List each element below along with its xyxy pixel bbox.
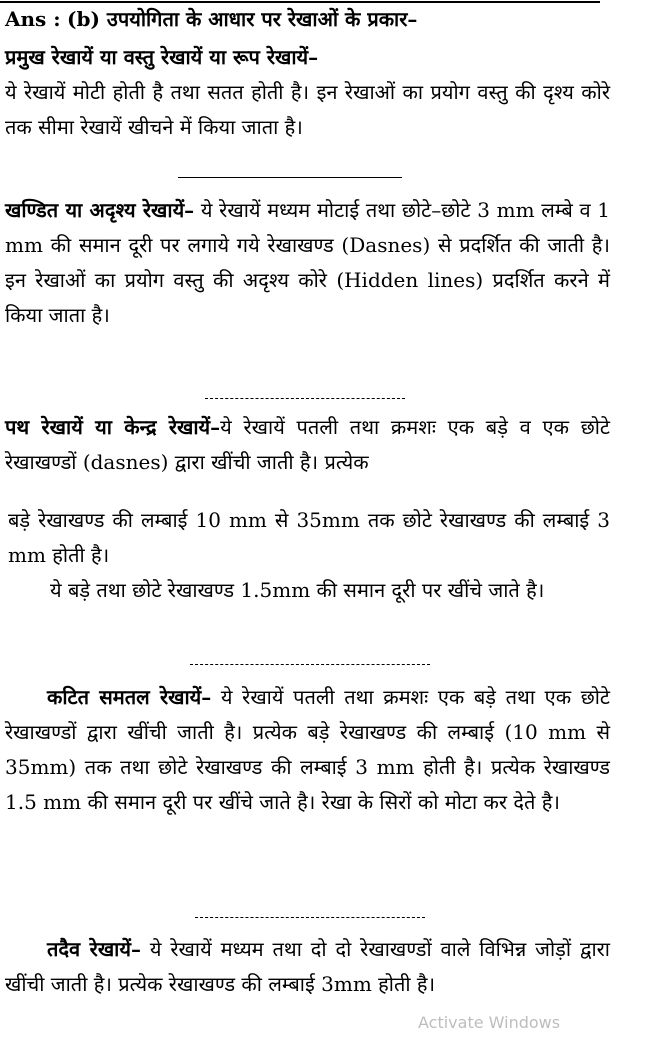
section-3-body-2: बड़े रेखाखण्ड की लम्बाई 10 mm से 35mm तक छोटे रेखाखण्ड की लम्बाई 3 mm होती है।	[8, 508, 610, 567]
section-4-heading: कटित समतल रेखायें–	[47, 685, 212, 709]
section-2-heading: खण्डित या अदृश्य रेखायें–	[5, 198, 195, 222]
section-3-body-1: ये रेखायें पतली तथा क्रमशः एक बड़े व एक छोटे रेखाखण्डों (dasnes) द्वारा खींची जाती है। प्रत्येक	[5, 415, 610, 474]
section-3-body-3: ये बड़े तथा छोटे रेखाखण्ड 1.5mm की समान दूरी पर खींचे जाते है।	[50, 578, 545, 602]
section-3-continued	[8, 503, 610, 608]
divider-center-line	[190, 664, 430, 665]
section-5	[5, 932, 610, 1002]
section-4	[5, 680, 610, 820]
section-2	[5, 193, 610, 333]
section-1-body: ये रेखायें मोटी होती है तथा सतत होती है। इन रेखाओं का प्रयोग वस्तु की दृश्य कोरे तक सीमा रेखायें खीचने में किया जाता है।	[5, 80, 610, 139]
section-4-body: ये रेखायें पतली तथा क्रमशः एक बड़े तथा एक छोटे रेखाखण्डों द्वारा खींची जाती है। प्रत्येक बड़े रेखाखण्ड की लम्बाई (10 mm से 35mm) तक तथा छोटे रेखाखण्ड की लम्बाई 3 mm होती है। प्रत्येक रेखाखण्ड 1.5 mm की समान दूरी पर खींचे जाते है। रेखा के सिरों को मोटा कर देते है।	[5, 685, 610, 814]
section-1	[5, 40, 610, 145]
section-heading: (b) उपयोगिता के आधार पर रेखाओं के प्रकार–	[67, 7, 418, 31]
answer-heading	[5, 2, 610, 37]
ans-label: Ans :	[5, 7, 61, 31]
divider-cutting-plane	[195, 917, 425, 918]
section-1-heading: प्रमुख रेखायें या वस्तु रेखायें या रूप रेखायें–	[5, 45, 319, 69]
section-3-heading: पथ रेखायें या केन्द्र रेखायें–	[5, 415, 221, 439]
section-3	[5, 410, 610, 480]
section-5-body: ये रेखायें मध्यम तथा दो दो रेखाखण्डों वाले विभिन्न जोड़ों द्वारा खींची जाती है। प्रत्येक रेखाखण्ड की लम्बाई 3mm होती है।	[5, 937, 610, 996]
divider-dashed	[205, 398, 405, 399]
section-5-heading: तदैव रेखायें–	[47, 937, 141, 961]
section-2-body: ये रेखायें मध्यम मोटाई तथा छोटे–छोटे 3 mm लम्बे व 1 mm की समान दूरी पर लगाये गये रेखाखण्ड (Dasnes) से प्रदर्शित की जाती है। इन रेखाओं का प्रयोग वस्तु की अदृश्य कोरे (Hidden lines) प्रदर्शित करने में किया जाता है।	[5, 198, 610, 327]
activate-windows-watermark: Activate Windows	[418, 1013, 561, 1032]
divider-solid	[178, 177, 402, 178]
